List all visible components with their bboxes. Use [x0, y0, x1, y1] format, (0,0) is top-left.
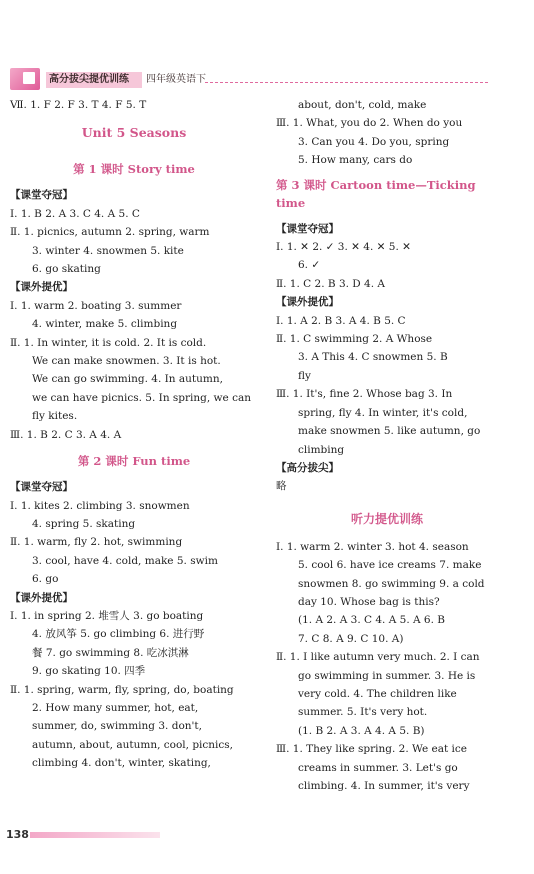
answer-line: 5. cool 6. have ice creams 7. make: [298, 559, 482, 572]
answer-line: autumn, about, autumn, cool, picnics,: [32, 738, 234, 751]
answer-line: Ⅱ. 1. spring, warm, fly, spring, do, boating: [10, 683, 234, 696]
listening-title: 听力提优训练: [350, 511, 423, 526]
answer-line: make snowmen 5. like autumn, go: [298, 425, 481, 438]
answer-line: Ⅲ. 1. It's, fine 2. Whose bag 3. In: [276, 388, 453, 401]
answer-line: climbing: [298, 443, 345, 456]
section-heading: 【课外提优】: [10, 281, 73, 294]
answer-line: summer, do, swimming 3. don't,: [32, 720, 202, 733]
answer-line: creams in summer. 3. Let's go: [298, 761, 458, 774]
answer-line: fly: [298, 369, 311, 382]
answer-line: 6. go skating: [32, 263, 101, 276]
answer-line: Ⅱ. 1. In winter, it is cold. 2. It is cold.: [10, 336, 207, 349]
answer-line: 略: [276, 480, 287, 493]
answer-line: Ⅶ. 1. F 2. F 3. T 4. F 5. T: [10, 99, 147, 111]
section-heading: 【课堂夺冠】: [276, 222, 339, 235]
answer-line: (1. B 2. A 3. A 4. A 5. B): [298, 724, 425, 737]
answer-line: Ⅰ. 1. ✕ 2. ✓ 3. ✕ 4. ✕ 5. ✕: [276, 241, 411, 254]
header-subtitle: 四年级英语下: [146, 74, 206, 85]
unit-title: Unit 5 Seasons: [81, 125, 187, 141]
answer-line: We can go swimming. 4. In autumn,: [32, 373, 223, 386]
answer-line: Ⅰ. 1. B 2. A 3. C 4. A 5. C: [10, 207, 140, 220]
answer-line: Ⅱ. 1. C swimming 2. A Whose: [276, 333, 433, 346]
answer-line: Ⅰ. 1. warm 2. winter 3. hot 4. season: [276, 540, 469, 553]
answer-line: Ⅰ. 1. in spring 2. 堆雪人 3. go boating: [10, 609, 204, 622]
answer-line: (1. A 2. A 3. C 4. A 5. A 6. B: [298, 614, 445, 627]
answer-line: go swimming in summer. 3. He is: [298, 669, 476, 682]
section-heading: 【课堂夺冠】: [10, 481, 73, 494]
section-heading: 【课外提优】: [10, 591, 73, 604]
answer-line: Ⅲ. 1. They like spring. 2. We eat ice: [276, 743, 468, 756]
answer-line: 餐 7. go swimming 8. 吃冰淇淋: [32, 646, 189, 659]
answer-line: 3. winter 4. snowmen 5. kite: [32, 244, 184, 257]
answer-line: summer. 5. It's very hot.: [298, 706, 428, 719]
answer-line: 4. 放风筝 5. go climbing 6. 进行野: [32, 628, 205, 641]
answer-line: climbing. 4. In summer, it's very: [298, 780, 470, 792]
page-number: 138: [6, 828, 29, 841]
answer-line: we can have picnics. 5. In spring, we can: [32, 391, 252, 404]
answer-line: day 10. Whose bag is this?: [298, 595, 440, 608]
answer-line: 5. How many, cars do: [298, 154, 413, 167]
answer-line: Ⅰ. 1. A 2. B 3. A 4. B 5. C: [276, 314, 406, 327]
answer-line: Ⅱ. 1. C 2. B 3. D 4. A: [276, 277, 385, 290]
answer-line: Ⅰ. 1. warm 2. boating 3. summer: [10, 299, 182, 312]
lesson-title: 第 2 课时 Fun time: [77, 454, 191, 469]
answer-line: Ⅱ. 1. warm, fly 2. hot, swimming: [10, 536, 183, 549]
answer-line: We can make snowmen. 3. It is hot.: [32, 355, 221, 368]
section-heading: 【高分拔尖】: [276, 461, 339, 474]
answer-line: 2. How many summer, hot, eat,: [32, 701, 199, 714]
answer-line: climbing 4. don't, winter, skating,: [32, 757, 211, 770]
section-heading: 【课外提优】: [276, 296, 339, 309]
answer-line: 7. C 8. A 9. C 10. A): [298, 632, 404, 645]
header-logo-mark: [10, 68, 40, 90]
lesson-title: 第 1 课时 Story time: [73, 162, 195, 177]
answer-line: 3. Can you 4. Do you, spring: [298, 135, 450, 148]
header-title: 高分拔尖提优训练: [49, 74, 129, 85]
answer-line: 9. go skating 10. 四季: [32, 665, 146, 678]
right-column: [276, 96, 498, 795]
answer-line: about, don't, cold, make: [298, 99, 427, 111]
section-heading: 【课堂夺冠】: [10, 189, 73, 202]
answer-line: spring, fly 4. In winter, it's cold,: [298, 406, 468, 419]
footer-strip: [30, 832, 160, 838]
answer-line: 4. spring 5. skating: [32, 517, 136, 530]
answer-line: Ⅰ. 1. kites 2. climbing 3. snowmen: [10, 499, 190, 512]
answer-line: 4. winter, make 5. climbing: [32, 318, 178, 331]
answer-line: 3. cool, have 4. cold, make 5. swim: [32, 554, 218, 567]
answer-line: Ⅲ. 1. B 2. C 3. A 4. A: [10, 428, 122, 441]
page-header: [0, 68, 534, 92]
answer-line: snowmen 8. go swimming 9. a cold: [298, 577, 485, 590]
answer-line: 6. go: [32, 573, 59, 586]
left-column: [10, 96, 258, 773]
answer-line: 6. ✓: [298, 259, 321, 272]
answer-line: Ⅱ. 1. picnics, autumn 2. spring, warm: [10, 226, 210, 239]
answer-line: fly kites.: [32, 410, 78, 423]
answer-line: Ⅲ. 1. What, you do 2. When do you: [276, 117, 463, 130]
answer-line: 3. A This 4. C snowmen 5. B: [298, 351, 448, 364]
header-divider: [205, 82, 488, 84]
answer-line: very cold. 4. The children like: [298, 687, 457, 700]
answer-line: Ⅱ. 1. I like autumn very much. 2. I can: [276, 651, 480, 664]
lesson-title: 第 3 课时 Cartoon time—Ticking time: [276, 177, 476, 210]
